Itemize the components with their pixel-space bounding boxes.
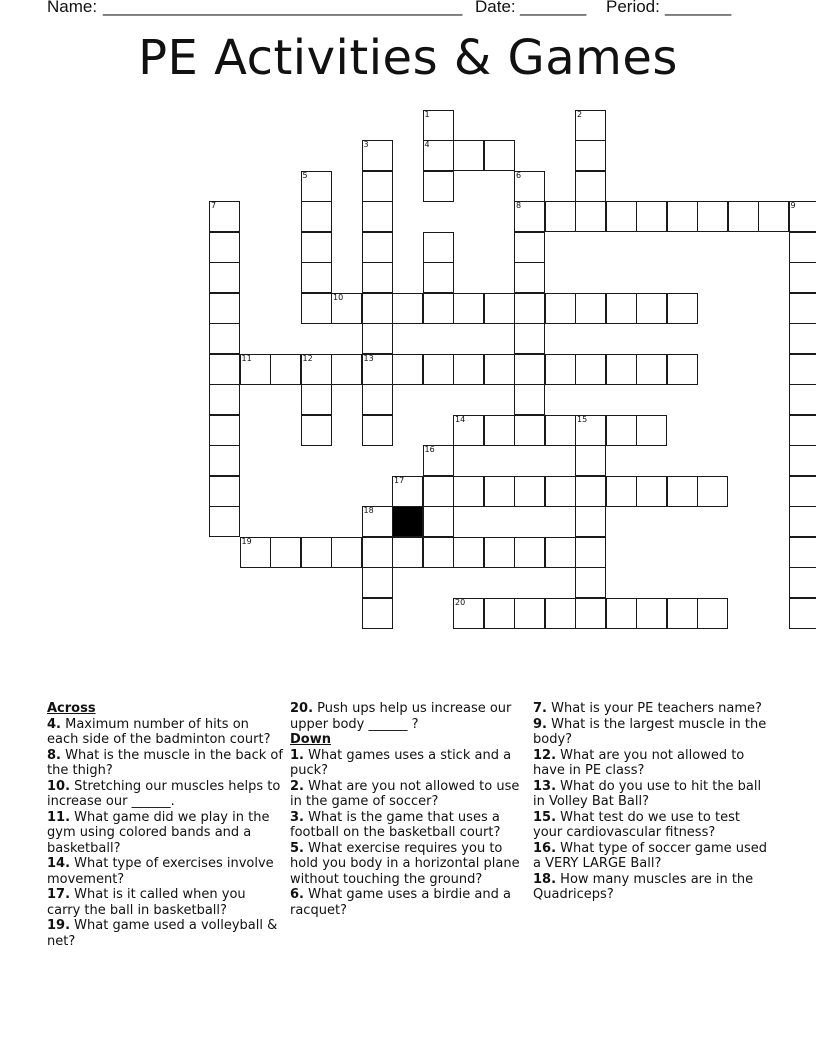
crossword-cell[interactable] bbox=[606, 598, 637, 629]
crossword-cell[interactable] bbox=[484, 537, 515, 568]
cell-number: 9 bbox=[790, 201, 796, 210]
cell-number: 3 bbox=[363, 140, 369, 149]
down-heading: Down bbox=[290, 732, 331, 747]
cell-number: 5 bbox=[302, 170, 308, 180]
crossword-cell[interactable] bbox=[331, 293, 362, 324]
crossword-cell[interactable] bbox=[331, 354, 362, 385]
crossword-cell[interactable] bbox=[636, 354, 667, 385]
clue-number: 5. bbox=[290, 840, 304, 856]
name-label: Name: bbox=[47, 0, 98, 16]
crossword-cell[interactable] bbox=[423, 354, 454, 385]
crossword-cell[interactable] bbox=[697, 598, 728, 629]
crossword-cell[interactable] bbox=[240, 537, 271, 568]
crossword-cell[interactable] bbox=[362, 567, 393, 598]
crossword-cell[interactable] bbox=[789, 415, 816, 446]
across-clue bbox=[47, 779, 283, 810]
crossword-cell[interactable] bbox=[209, 201, 240, 232]
down-clue bbox=[533, 810, 769, 841]
clue-number: 12. bbox=[533, 747, 557, 763]
cell-number: 15 bbox=[577, 414, 588, 424]
crossword-cell[interactable] bbox=[575, 567, 606, 598]
clue-column-2 bbox=[290, 701, 526, 918]
cell-number: 20 bbox=[455, 597, 466, 607]
crossword-cell[interactable] bbox=[423, 293, 454, 324]
crossword-cell[interactable] bbox=[301, 232, 332, 263]
cell-number: 10 bbox=[333, 292, 344, 302]
clue-number: 15. bbox=[533, 809, 557, 825]
crossword-cell[interactable] bbox=[789, 567, 816, 598]
crossword-cell[interactable] bbox=[423, 445, 454, 476]
clue-text: What are you not allowed to use in the game of soccer? bbox=[290, 778, 520, 809]
crossword-cell[interactable] bbox=[758, 201, 789, 232]
crossword-cell[interactable] bbox=[362, 537, 393, 568]
crossword-cell[interactable] bbox=[209, 262, 240, 293]
crossword-cell[interactable] bbox=[575, 415, 606, 446]
crossword-cell[interactable] bbox=[392, 293, 423, 324]
crossword-cell[interactable] bbox=[514, 262, 545, 293]
clue-text: How many muscles are in the Quadriceps? bbox=[533, 871, 754, 902]
crossword-cell[interactable] bbox=[606, 201, 637, 232]
crossword-cell[interactable] bbox=[606, 293, 637, 324]
crossword-cell[interactable] bbox=[575, 598, 606, 629]
crossword-cell[interactable] bbox=[545, 415, 576, 446]
crossword-cell[interactable] bbox=[362, 171, 393, 202]
cell-number: 7 bbox=[211, 201, 217, 210]
crossword-cell[interactable] bbox=[606, 354, 637, 385]
clue-number: 16. bbox=[533, 840, 557, 856]
crossword-cell[interactable] bbox=[362, 384, 393, 415]
cell-number: 17 bbox=[394, 475, 405, 485]
crossword-cell[interactable] bbox=[209, 506, 240, 537]
name-blank[interactable]: ______________________________________ bbox=[103, 0, 463, 16]
crossword-cell[interactable] bbox=[636, 415, 667, 446]
crossword-cell[interactable] bbox=[301, 293, 332, 324]
clue-text: Push ups help us increase our upper body ______ ? bbox=[290, 701, 512, 732]
crossword-cell[interactable] bbox=[789, 323, 816, 354]
crossword-cell[interactable] bbox=[514, 171, 545, 202]
clue-text: What game did we play in the gym using colored bands and a basketball? bbox=[47, 809, 270, 856]
crossword-cell[interactable] bbox=[362, 201, 393, 232]
crossword-cell[interactable] bbox=[453, 293, 484, 324]
clue-number: 18. bbox=[533, 871, 557, 887]
crossword-cell[interactable] bbox=[362, 293, 393, 324]
down-clue bbox=[290, 810, 526, 841]
across-clue bbox=[47, 748, 283, 779]
black-square bbox=[392, 506, 423, 537]
cell-number: 19 bbox=[241, 536, 252, 546]
crossword-cell[interactable] bbox=[789, 445, 816, 476]
crossword-cell[interactable] bbox=[301, 354, 332, 385]
crossword-cell[interactable] bbox=[667, 598, 698, 629]
crossword-cell[interactable] bbox=[514, 201, 545, 232]
clue-number: 4. bbox=[47, 716, 61, 732]
crossword-cell[interactable] bbox=[728, 201, 759, 232]
cell-number: 13 bbox=[363, 353, 374, 363]
clue-number: 3. bbox=[290, 809, 304, 825]
clue-number: 9. bbox=[533, 716, 547, 732]
clue-number: 10. bbox=[47, 778, 71, 794]
date-label: Date: bbox=[475, 0, 516, 16]
crossword-cell[interactable] bbox=[545, 201, 576, 232]
crossword-cell[interactable] bbox=[301, 415, 332, 446]
crossword-cell[interactable] bbox=[453, 537, 484, 568]
clue-text: What are you not allowed to have in PE class? bbox=[533, 747, 745, 778]
crossword-cell[interactable] bbox=[362, 415, 393, 446]
crossword-cell[interactable] bbox=[209, 415, 240, 446]
crossword-cell[interactable] bbox=[209, 323, 240, 354]
crossword-cell[interactable] bbox=[514, 476, 545, 507]
crossword-cell[interactable] bbox=[423, 140, 454, 171]
crossword-cell[interactable] bbox=[301, 537, 332, 568]
crossword-cell[interactable] bbox=[301, 201, 332, 232]
crossword-cell[interactable] bbox=[362, 232, 393, 263]
period-blank[interactable]: _______ bbox=[665, 0, 732, 16]
clue-number: 14. bbox=[47, 856, 71, 871]
crossword-cell[interactable] bbox=[667, 354, 698, 385]
down-clue bbox=[533, 872, 769, 903]
clue-text: What is the game that uses a football on the basketball court? bbox=[290, 809, 501, 840]
crossword-cell[interactable] bbox=[423, 262, 454, 293]
crossword-cell[interactable] bbox=[545, 598, 576, 629]
crossword-cell[interactable] bbox=[453, 354, 484, 385]
down-clue bbox=[290, 841, 526, 888]
crossword-cell[interactable] bbox=[789, 384, 816, 415]
crossword-cell[interactable] bbox=[789, 354, 816, 385]
across-clue bbox=[290, 701, 526, 732]
clue-column-3 bbox=[533, 701, 769, 903]
crossword-cell[interactable] bbox=[270, 354, 301, 385]
crossword-cell[interactable] bbox=[575, 445, 606, 476]
crossword-cell[interactable] bbox=[453, 140, 484, 171]
crossword-cell[interactable] bbox=[636, 201, 667, 232]
crossword-cell[interactable] bbox=[484, 354, 515, 385]
crossword-cell[interactable] bbox=[484, 476, 515, 507]
clue-text: Maximum number of hits on each side of the badminton court? bbox=[47, 716, 271, 747]
clue-text: What exercise requires you to hold you body in a horizontal plane without touching the ground? bbox=[290, 840, 520, 887]
clue-number: 6. bbox=[290, 887, 304, 902]
across-clue bbox=[47, 856, 283, 887]
clue-number: 20. bbox=[290, 701, 314, 716]
crossword-cell[interactable] bbox=[484, 415, 515, 446]
crossword-cell[interactable] bbox=[423, 537, 454, 568]
clue-number: 1. bbox=[290, 747, 304, 763]
across-clue bbox=[47, 918, 283, 949]
cell-number: 8 bbox=[516, 201, 522, 210]
crossword-cell[interactable] bbox=[362, 506, 393, 537]
crossword-cell[interactable] bbox=[697, 201, 728, 232]
clue-text: What test do we use to test your cardiovascular fitness? bbox=[533, 809, 740, 840]
clue-text: What do you use to hit the ball in Volley Bat Ball? bbox=[533, 778, 762, 809]
across-clue bbox=[47, 887, 283, 918]
crossword-cell[interactable] bbox=[575, 140, 606, 171]
crossword-cell[interactable] bbox=[453, 415, 484, 446]
down-clue bbox=[533, 779, 769, 810]
down-clue bbox=[290, 748, 526, 779]
crossword-cell[interactable] bbox=[514, 598, 545, 629]
page-title: PE Activities & Games bbox=[138, 30, 678, 86]
crossword-cell[interactable] bbox=[789, 232, 816, 263]
crossword-cell[interactable] bbox=[301, 262, 332, 293]
crossword-cell[interactable] bbox=[423, 506, 454, 537]
crossword-cell[interactable] bbox=[484, 598, 515, 629]
crossword-cell[interactable] bbox=[362, 262, 393, 293]
crossword-cell[interactable] bbox=[545, 537, 576, 568]
clue-text: What type of exercises involve movement? bbox=[47, 856, 274, 887]
crossword-cell[interactable] bbox=[514, 354, 545, 385]
clue-number: 11. bbox=[47, 809, 71, 825]
crossword-cell[interactable] bbox=[209, 354, 240, 385]
down-clue bbox=[533, 701, 769, 717]
crossword-cell[interactable] bbox=[301, 384, 332, 415]
across-clue bbox=[47, 810, 283, 857]
down-clue bbox=[533, 748, 769, 779]
clue-text: What game uses a birdie and a racquet? bbox=[290, 887, 511, 918]
cell-number: 11 bbox=[241, 353, 252, 363]
crossword-cell[interactable] bbox=[423, 476, 454, 507]
clue-text: What type of soccer game used a VERY LARGE Ball? bbox=[533, 840, 768, 871]
down-clue bbox=[290, 887, 526, 918]
crossword-cell[interactable] bbox=[545, 354, 576, 385]
clue-number: 13. bbox=[533, 778, 557, 794]
crossword-cell[interactable] bbox=[362, 354, 393, 385]
cell-number: 16 bbox=[424, 445, 435, 454]
cell-number: 18 bbox=[363, 506, 374, 515]
crossword-cell[interactable] bbox=[392, 354, 423, 385]
crossword-cell[interactable] bbox=[423, 171, 454, 202]
crossword-cell[interactable] bbox=[667, 476, 698, 507]
clue-number: 7. bbox=[533, 701, 547, 716]
clue-text: What is the muscle in the back of the thigh? bbox=[47, 747, 283, 778]
cell-number: 4 bbox=[424, 140, 430, 149]
crossword-cell[interactable] bbox=[575, 110, 606, 141]
date-blank[interactable]: _______ bbox=[520, 0, 587, 16]
crossword-cell[interactable] bbox=[514, 232, 545, 263]
crossword-cell[interactable] bbox=[453, 476, 484, 507]
across-heading: Across bbox=[47, 701, 96, 716]
across-clue bbox=[47, 717, 283, 748]
clue-number: 17. bbox=[47, 887, 71, 902]
crossword-cell[interactable] bbox=[453, 598, 484, 629]
cell-number: 2 bbox=[577, 109, 583, 119]
crossword-cell[interactable] bbox=[209, 293, 240, 324]
crossword-cell[interactable] bbox=[575, 354, 606, 385]
clue-text: What is the largest muscle in the body? bbox=[533, 716, 767, 747]
clue-number: 8. bbox=[47, 747, 61, 763]
cell-number: 12 bbox=[302, 353, 313, 363]
clue-number: 19. bbox=[47, 918, 71, 933]
crossword-cell[interactable] bbox=[423, 232, 454, 263]
crossword-cell[interactable] bbox=[697, 476, 728, 507]
cell-number: 1 bbox=[424, 109, 430, 119]
crossword-cell[interactable] bbox=[423, 110, 454, 141]
period-label: Period: bbox=[606, 0, 660, 16]
clue-column-1 bbox=[47, 701, 283, 949]
crossword-cell[interactable] bbox=[209, 232, 240, 263]
cell-number: 6 bbox=[516, 170, 522, 180]
crossword-cell[interactable] bbox=[514, 384, 545, 415]
crossword-cell[interactable] bbox=[392, 476, 423, 507]
crossword-cell[interactable] bbox=[301, 171, 332, 202]
crossword-cell[interactable] bbox=[575, 506, 606, 537]
crossword-cell[interactable] bbox=[270, 537, 301, 568]
crossword-cell[interactable] bbox=[209, 445, 240, 476]
crossword-cell[interactable] bbox=[545, 293, 576, 324]
crossword-cell[interactable] bbox=[789, 506, 816, 537]
crossword-cell[interactable] bbox=[362, 140, 393, 171]
crossword-cell[interactable] bbox=[514, 323, 545, 354]
crossword-cell[interactable] bbox=[636, 293, 667, 324]
clue-text: What is your PE teachers name? bbox=[546, 701, 762, 716]
down-clue bbox=[290, 779, 526, 810]
crossword-cell[interactable] bbox=[362, 323, 393, 354]
crossword-cell[interactable] bbox=[484, 293, 515, 324]
crossword-cell[interactable] bbox=[575, 476, 606, 507]
crossword-cell[interactable] bbox=[514, 537, 545, 568]
crossword-cell[interactable] bbox=[606, 415, 637, 446]
crossword-cell[interactable] bbox=[545, 476, 576, 507]
crossword-cell[interactable] bbox=[789, 262, 816, 293]
crossword-cell[interactable] bbox=[514, 415, 545, 446]
crossword-cell[interactable] bbox=[789, 293, 816, 324]
crossword-cell[interactable] bbox=[789, 598, 816, 629]
crossword-cell[interactable] bbox=[514, 293, 545, 324]
crossword-cell[interactable] bbox=[362, 598, 393, 629]
crossword-cell[interactable] bbox=[392, 537, 423, 568]
crossword-cell[interactable] bbox=[575, 293, 606, 324]
crossword-cell[interactable] bbox=[667, 293, 698, 324]
crossword-cell[interactable] bbox=[606, 476, 637, 507]
down-clue bbox=[533, 717, 769, 748]
clue-text: What games uses a stick and a puck? bbox=[290, 747, 512, 778]
crossword-cell[interactable] bbox=[636, 476, 667, 507]
down-clue bbox=[533, 841, 769, 872]
crossword-cell[interactable] bbox=[636, 598, 667, 629]
crossword-cell[interactable] bbox=[484, 140, 515, 171]
crossword-cell[interactable] bbox=[331, 537, 362, 568]
crossword-cell[interactable] bbox=[240, 354, 271, 385]
crossword-cell[interactable] bbox=[575, 201, 606, 232]
crossword-cell[interactable] bbox=[575, 171, 606, 202]
crossword-cell[interactable] bbox=[789, 476, 816, 507]
crossword-cell[interactable] bbox=[789, 537, 816, 568]
crossword-cell[interactable] bbox=[789, 201, 816, 232]
clue-text: What is it called when you carry the ball in basketball? bbox=[47, 887, 246, 918]
clue-number: 2. bbox=[290, 778, 304, 794]
crossword-cell[interactable] bbox=[575, 537, 606, 568]
crossword-cell[interactable] bbox=[667, 201, 698, 232]
crossword-cell[interactable] bbox=[209, 476, 240, 507]
crossword-cell[interactable] bbox=[209, 384, 240, 415]
clue-text: Stretching our muscles helps to increase our ______. bbox=[47, 778, 281, 809]
clue-text: What game used a volleyball & net? bbox=[47, 918, 278, 949]
cell-number: 14 bbox=[455, 414, 466, 424]
